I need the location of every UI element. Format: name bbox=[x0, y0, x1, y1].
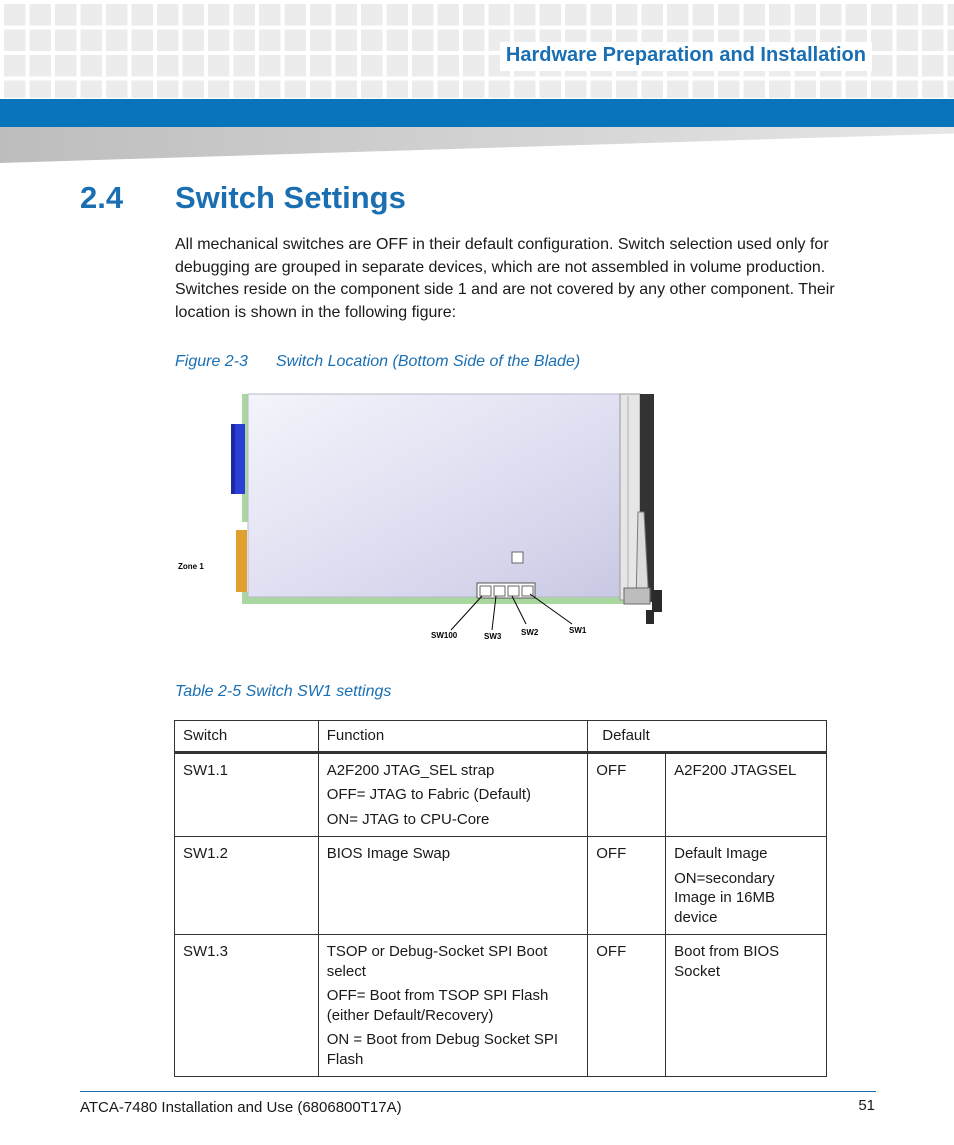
note-line: Boot from BIOS Socket bbox=[674, 943, 780, 980]
intro-paragraph: All mechanical switches are OFF in their default configuration. Switch selection used only for debugging are grouped in separate devices, which are not assembled in volume production. Switches reside on the component side 1 and are not covered by any other component. Their location is shown in the following figure: bbox=[175, 236, 835, 322]
function-line: TSOP or Debug-Socket SPI Boot select bbox=[326, 943, 548, 980]
switch-sw100 bbox=[480, 586, 491, 596]
table-row bbox=[175, 752, 827, 837]
cell-default: OFF bbox=[588, 837, 666, 935]
cell-note bbox=[666, 935, 827, 1077]
switch-settings-table bbox=[174, 720, 827, 1077]
switch-sw2 bbox=[508, 586, 519, 596]
function-line: OFF= JTAG to Fabric (Default) bbox=[326, 786, 532, 803]
function-line: ON= JTAG to CPU-Core bbox=[326, 810, 490, 828]
table-row bbox=[175, 837, 827, 935]
footer-document-title: ATCA-7480 Installation and Use (6806800T17A) bbox=[80, 1099, 402, 1116]
figure-title: Switch Location (Bottom Side of the Blade) bbox=[276, 353, 581, 370]
cell-note bbox=[666, 837, 827, 935]
section-number: 2.4 bbox=[80, 180, 124, 215]
function-line: BIOS Image Swap bbox=[326, 845, 451, 862]
small-component bbox=[512, 552, 523, 563]
note-line: Default Image bbox=[674, 845, 768, 862]
table-caption: Table 2-5 Switch SW1 settings bbox=[175, 683, 392, 700]
header-default: Default bbox=[588, 721, 827, 753]
footer-rule bbox=[80, 1091, 876, 1092]
cell-function bbox=[318, 837, 588, 935]
cell-note bbox=[666, 752, 827, 837]
header-blue-bar bbox=[0, 99, 954, 127]
cell-default: OFF bbox=[588, 752, 666, 837]
switch-location-figure bbox=[176, 392, 676, 654]
cell-switch: SW1.1 bbox=[175, 752, 319, 837]
cell-default: OFF bbox=[588, 935, 666, 1077]
label-zone1: Zone 1 bbox=[178, 562, 204, 571]
switch-sw3 bbox=[494, 586, 505, 596]
label-sw1: SW1 bbox=[569, 626, 587, 635]
section-title: Switch Settings bbox=[175, 180, 406, 215]
function-line: ON = Boot from Debug Socket SPI Flash bbox=[326, 1031, 559, 1068]
zone3-connector-shadow bbox=[231, 424, 235, 494]
cell-function bbox=[318, 752, 588, 837]
function-line: OFF= Boot from TSOP SPI Flash (either Default/Recovery) bbox=[326, 987, 549, 1024]
header-grey-wedge bbox=[0, 127, 954, 163]
table-header-row bbox=[175, 721, 827, 753]
function-line: A2F200 JTAG_SEL strap bbox=[326, 761, 495, 779]
page-number: 51 bbox=[858, 1097, 875, 1114]
cell-function bbox=[318, 935, 588, 1077]
figure-caption bbox=[175, 353, 580, 371]
latch-bottom bbox=[646, 610, 654, 624]
table-row bbox=[175, 935, 827, 1077]
header-switch: Switch bbox=[175, 721, 319, 753]
running-header-title: Hardware Preparation and Installation bbox=[500, 42, 872, 71]
cell-switch: SW1.2 bbox=[175, 837, 319, 935]
note-line: A2F200 JTAGSEL bbox=[674, 761, 797, 779]
label-sw100: SW100 bbox=[431, 631, 458, 640]
figure-label: Figure 2-3 bbox=[175, 353, 248, 370]
label-sw2: SW2 bbox=[521, 628, 539, 637]
zone1-connector bbox=[236, 530, 247, 592]
board-surface bbox=[248, 394, 628, 597]
header-function: Function bbox=[318, 721, 588, 753]
note-line: ON=secondary Image in 16MB device bbox=[674, 869, 776, 926]
latch-dark bbox=[652, 590, 662, 612]
cell-switch: SW1.3 bbox=[175, 935, 319, 1077]
latch bbox=[624, 588, 650, 604]
label-sw3: SW3 bbox=[484, 632, 502, 641]
